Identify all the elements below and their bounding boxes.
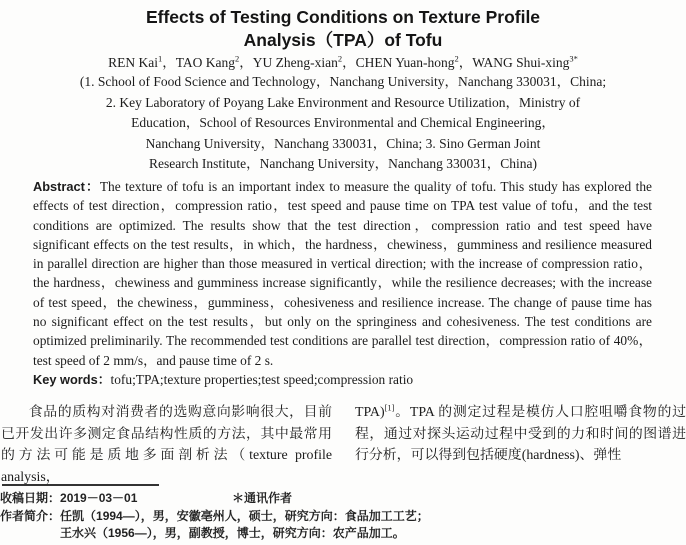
author-affil-superscript: 1 — [157, 53, 163, 64]
footnote-rule — [2, 484, 159, 486]
author — [253, 55, 356, 70]
author-name: CHEN Yuan-hong — [355, 55, 455, 70]
author-affil-superscript: 2 — [454, 53, 459, 64]
author-bio-line-1 — [0, 508, 686, 526]
footnote-area — [0, 484, 686, 543]
author-separator: ， — [458, 55, 473, 70]
author-bio-line-2 — [0, 525, 686, 543]
body-right-text: 。TPA 的测定过程是模仿人口腔咀嚼食物的过程，通过对探头运动过程中受到的力和时间的图谱进行分析，可以得到包括硬度(hardness)、弹性 — [355, 405, 686, 464]
author — [108, 55, 176, 70]
author-name: TAO Kang — [175, 55, 236, 70]
author-affil-superscript: 2 — [235, 53, 240, 64]
author-affil-superscript: 3* — [569, 53, 578, 64]
bio-text-2: 王水兴（1956—），男，副教授，博士，研究方向：农产品加工。 — [60, 526, 405, 541]
body-column-left: 食品的质构对消费者的选购意向影响很大，目前已开发出许多测定食品结构性质的方法，其中最常用的方法可能是质地多面剖析法（texture profile analysis， — [1, 405, 332, 486]
author-separator: ， — [342, 55, 356, 70]
title-line-1: Effects of Testing Conditions on Texture Profile — [145, 7, 541, 27]
authors-line — [0, 54, 686, 72]
affiliations — [0, 72, 686, 175]
corresponding-author-note: ＊通讯作者 — [232, 491, 293, 506]
received-date-line — [0, 490, 686, 508]
received-date: 2019－03－01 — [60, 491, 138, 506]
keywords-label: Key words： — [33, 371, 111, 387]
author — [472, 55, 578, 70]
bio-label: 作者简介： — [0, 508, 61, 523]
affiliation-line: Education，School of Resources Environmental and Chemical Engineering， — [131, 115, 555, 131]
received-label: 收稿日期： — [0, 491, 61, 506]
paper-title — [0, 0, 686, 52]
affiliation-line: (1. School of Food Science and Technology，Nanchang University，Nanchang 330031，China; — [79, 74, 607, 89]
author-separator: ， — [239, 55, 253, 70]
body-column-right — [355, 402, 686, 488]
author-name: WANG Shui-xing — [472, 55, 570, 70]
keywords-text: tofu;TPA;texture properties;test speed;compression ratio — [110, 371, 414, 387]
affiliation-line: Nanchang University，Nanchang 330031，China; 3. Sino German Joint — [145, 135, 541, 151]
author — [356, 55, 473, 70]
body-columns — [1, 402, 686, 488]
author-name: YU Zheng-xian — [252, 55, 338, 70]
bio-text-1: 任凯（1994—），男，安徽亳州人，硕士，研究方向：食品加工工艺； — [60, 508, 429, 523]
body-right-text-start: TPA) — [355, 405, 385, 421]
keywords-line — [33, 370, 652, 389]
author-affil-superscript: 2 — [337, 53, 343, 64]
affiliation-line: 2. Key Laboratory of Poyang Lake Environment and Resource Utilization，Ministry of — [105, 94, 581, 110]
abstract-paragraph — [33, 177, 652, 370]
reference-superscript: [1] — [384, 402, 395, 413]
affiliation-line: Research Institute，Nanchang University，Nanchang 330031，China) — [148, 156, 538, 172]
abstract-text: The texture of tofu is an important index to measure the quality of tofu. This study has explored the effects of test direction，compression ratio，test speed and pause time on TPA test value of tofu，and the test conditions are optimized. The results show that the test direction，compression ratio and test speed have significant effects on the test results，in which，the hardness，chewiness，gumminess and resilience measured in parallel direction are higher than those measured in vertical direction; with the increase of compression ratio，the hardness，chewiness and gumminess increase significantly，while the resilience decreases; with the increase of test speed，the chewiness，gumminess，cohesiveness and resilience increase. The change of pause time has no significant effect on the test results，but only on the springiness and cohesiveness. The test conditions are optimized preliminarily. The recommended test conditions are parallel test direction，compression ratio of 40%，test speed of 2 mm/s，and pause time of 2 s. — [33, 178, 652, 368]
abstract-label: Abstract： — [33, 178, 100, 194]
author-name: REN Kai — [108, 55, 158, 70]
author — [176, 55, 253, 70]
title-line-2: Analysis（TPA）of Tofu — [243, 30, 443, 50]
author-separator: ， — [162, 55, 176, 70]
